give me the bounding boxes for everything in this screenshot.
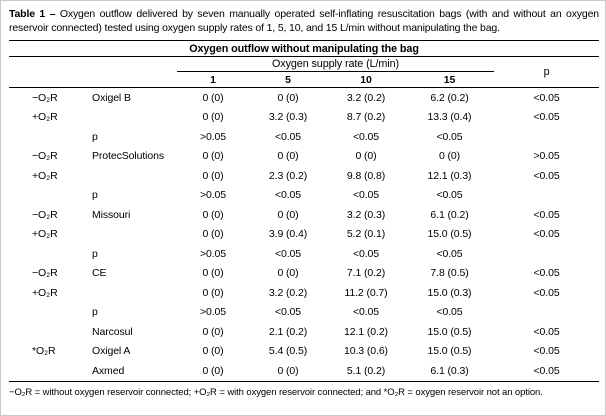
cell-p: <0.05 <box>533 169 560 182</box>
cell-rate-5: 5.4 (0.5) <box>268 345 308 358</box>
table-row <box>9 225 599 245</box>
cell-p: <0.05 <box>533 111 560 124</box>
cell-reservoir <box>9 361 84 381</box>
cell-reservoir: *O₂R <box>32 345 56 358</box>
cell-bag: ProtecSolutions <box>92 150 165 163</box>
cell-rate-15: 6.2 (0.2) <box>430 91 469 104</box>
cell-rate-1: 0 (0) <box>202 91 224 104</box>
cell-rate-5: 3.2 (0.2) <box>268 286 308 299</box>
cell-reservoir: −O₂R <box>32 267 58 280</box>
cell-reservoir <box>9 322 84 342</box>
cell-p <box>494 244 599 264</box>
cell-bag: Missouri <box>92 208 131 221</box>
cell-rate-15: 15.0 (0.3) <box>427 286 472 299</box>
cell-rate-5: 0 (0) <box>277 150 299 163</box>
cell-rate-5: <0.05 <box>274 247 302 260</box>
table-row <box>9 108 599 128</box>
cell-rate-10: 5.2 (0.1) <box>346 228 386 241</box>
cell-rate-5: 0 (0) <box>277 208 299 221</box>
cell-bag: CE <box>92 267 107 280</box>
cell-rate-1: 0 (0) <box>177 361 249 381</box>
cell-rate-10: 8.7 (0.2) <box>346 111 386 124</box>
table-body <box>9 88 599 382</box>
table-caption-text: Oxygen outflow delivered by seven manually operated self-inflating resuscitation bags (with and without an oxygen reservoir connected) tested using oxygen supply rates of 1, 5, 10, and 15 L/min without manipulating the bag. <box>9 8 599 34</box>
cell-rate-5: <0.05 <box>274 130 302 143</box>
cell-reservoir: +O₂R <box>32 169 58 182</box>
cell-bag: p <box>92 189 98 202</box>
cell-reservoir <box>9 186 84 206</box>
cell-rate-10: 9.8 (0.8) <box>346 169 386 182</box>
cell-bag: Axmed <box>84 361 177 381</box>
cell-reservoir <box>9 303 84 323</box>
cell-bag: Oxigel A <box>92 345 131 358</box>
table-row <box>9 88 599 108</box>
cell-rate-5: 0 (0) <box>249 361 327 381</box>
table-footnote: −O₂R = without oxygen reservoir connected; +O₂R = with oxygen reservoir connected; and *O₂R = oxygen reservoir not an option. <box>9 386 543 398</box>
cell-rate-5: <0.05 <box>274 306 302 319</box>
cell-bag <box>84 108 177 128</box>
table-row <box>9 283 599 303</box>
table-caption <box>9 7 599 41</box>
cell-rate-15: 7.8 (0.5) <box>430 267 469 280</box>
table-header <box>9 41 599 88</box>
cell-bag: p <box>92 247 98 260</box>
cell-rate-10: 3.2 (0.3) <box>346 208 386 221</box>
cell-rate-1: >0.05 <box>199 247 227 260</box>
cell-p: <0.05 <box>533 208 560 221</box>
supply-rate-title: Oxygen supply rate (L/min) <box>177 57 494 72</box>
table-caption-number: Table 1 <box>9 8 46 20</box>
cell-reservoir: −O₂R <box>32 91 58 104</box>
cell-rate-1: 0 (0) <box>202 169 224 182</box>
cell-rate-5: 3.9 (0.4) <box>268 228 308 241</box>
cell-rate-5: 2.3 (0.2) <box>268 169 308 182</box>
cell-rate-1: 0 (0) <box>202 345 224 358</box>
table-row <box>9 166 599 186</box>
cell-p: <0.05 <box>533 325 560 338</box>
table-row <box>9 303 599 323</box>
cell-p: <0.05 <box>533 91 560 104</box>
supply-rate-header-row <box>9 57 599 72</box>
caption-dash: – <box>49 8 56 20</box>
span-title: Oxygen outflow without manipulating the bag <box>9 41 599 57</box>
cell-rate-1: 0 (0) <box>202 325 224 338</box>
rate-column-10: 10 <box>327 72 405 88</box>
empty-header-cell <box>9 72 84 88</box>
rate-column-1: 1 <box>177 72 249 88</box>
cell-p: <0.05 <box>494 361 599 381</box>
cell-p <box>494 186 599 206</box>
cell-rate-1: 0 (0) <box>202 228 224 241</box>
cell-rate-10: <0.05 <box>352 130 380 143</box>
cell-rate-1: 0 (0) <box>202 267 224 280</box>
cell-rate-10: 12.1 (0.2) <box>344 325 388 338</box>
cell-rate-1: 0 (0) <box>202 208 224 221</box>
cell-p <box>494 127 599 147</box>
cell-p <box>494 303 599 323</box>
cell-rate-10: <0.05 <box>352 306 380 319</box>
cell-rate-15: 15.0 (0.5) <box>427 325 472 338</box>
cell-rate-10: 10.3 (0.6) <box>344 345 388 358</box>
cell-rate-5: 0 (0) <box>277 91 299 104</box>
cell-rate-15: <0.05 <box>436 130 463 143</box>
cell-p: >0.05 <box>533 150 560 163</box>
table-row <box>9 186 599 206</box>
spanning-header-row <box>9 41 599 57</box>
cell-reservoir: −O₂R <box>32 150 58 163</box>
cell-rate-15: <0.05 <box>436 189 463 202</box>
rate-column-15: 15 <box>405 72 494 88</box>
table-row <box>9 264 599 284</box>
cell-rate-5: 0 (0) <box>277 267 299 280</box>
cell-rate-15: 15.0 (0.5) <box>427 345 472 358</box>
cell-rate-10: 5.1 (0.2) <box>327 361 405 381</box>
cell-bag <box>84 283 177 303</box>
cell-rate-5: <0.05 <box>274 189 302 202</box>
cell-rate-1: 0 (0) <box>202 150 224 163</box>
cell-bag: Narcosul <box>92 325 133 338</box>
cell-rate-15: 13.3 (0.4) <box>427 111 472 124</box>
cell-rate-10: <0.05 <box>352 247 380 260</box>
table-row <box>9 322 599 342</box>
cell-rate-1: >0.05 <box>199 130 227 143</box>
cell-rate-15: <0.05 <box>436 306 463 319</box>
table-row <box>9 361 599 381</box>
cell-bag: Oxigel B <box>92 91 131 104</box>
cell-reservoir: +O₂R <box>32 286 58 299</box>
cell-rate-5: 3.2 (0.3) <box>268 111 308 124</box>
cell-bag <box>84 225 177 245</box>
cell-rate-15: 6.1 (0.3) <box>405 361 494 381</box>
cell-rate-15: 6.1 (0.2) <box>430 208 469 221</box>
table-row <box>9 147 599 167</box>
cell-p: <0.05 <box>533 267 560 280</box>
empty-header-cell <box>9 57 84 72</box>
cell-rate-10: 7.1 (0.2) <box>346 267 386 280</box>
cell-rate-10: 11.2 (0.7) <box>344 286 388 299</box>
cell-rate-15: 15.0 (0.5) <box>427 228 472 241</box>
cell-bag: p <box>92 306 98 319</box>
cell-reservoir: +O₂R <box>32 228 58 241</box>
cell-rate-1: >0.05 <box>199 189 227 202</box>
cell-rate-10: 0 (0) <box>355 150 377 163</box>
cell-rate-15: <0.05 <box>436 247 463 260</box>
cell-rate-5: 2.1 (0.2) <box>268 325 308 338</box>
cell-bag <box>84 166 177 186</box>
cell-rate-1: 0 (0) <box>202 286 224 299</box>
empty-header-cell <box>84 72 177 88</box>
cell-bag: p <box>92 130 98 143</box>
cell-rate-10: <0.05 <box>352 189 380 202</box>
table-row <box>9 127 599 147</box>
table-row <box>9 205 599 225</box>
table-row <box>9 342 599 362</box>
cell-rate-1: 0 (0) <box>202 111 224 124</box>
cell-reservoir: +O₂R <box>32 111 58 124</box>
empty-header-cell <box>84 57 177 72</box>
cell-reservoir <box>9 244 84 264</box>
cell-reservoir: −O₂R <box>32 208 58 221</box>
data-table <box>9 41 599 382</box>
cell-rate-15: 12.1 (0.3) <box>427 169 472 182</box>
cell-rate-1: >0.05 <box>199 306 227 319</box>
cell-p: <0.05 <box>533 345 560 358</box>
p-column-header: p <box>494 57 599 88</box>
cell-rate-15: 0 (0) <box>438 150 461 163</box>
cell-p: <0.05 <box>533 286 560 299</box>
table-row <box>9 244 599 264</box>
cell-p: <0.05 <box>533 228 560 241</box>
rate-column-5: 5 <box>249 72 327 88</box>
cell-reservoir <box>9 127 84 147</box>
cell-rate-10: 3.2 (0.2) <box>346 91 386 104</box>
